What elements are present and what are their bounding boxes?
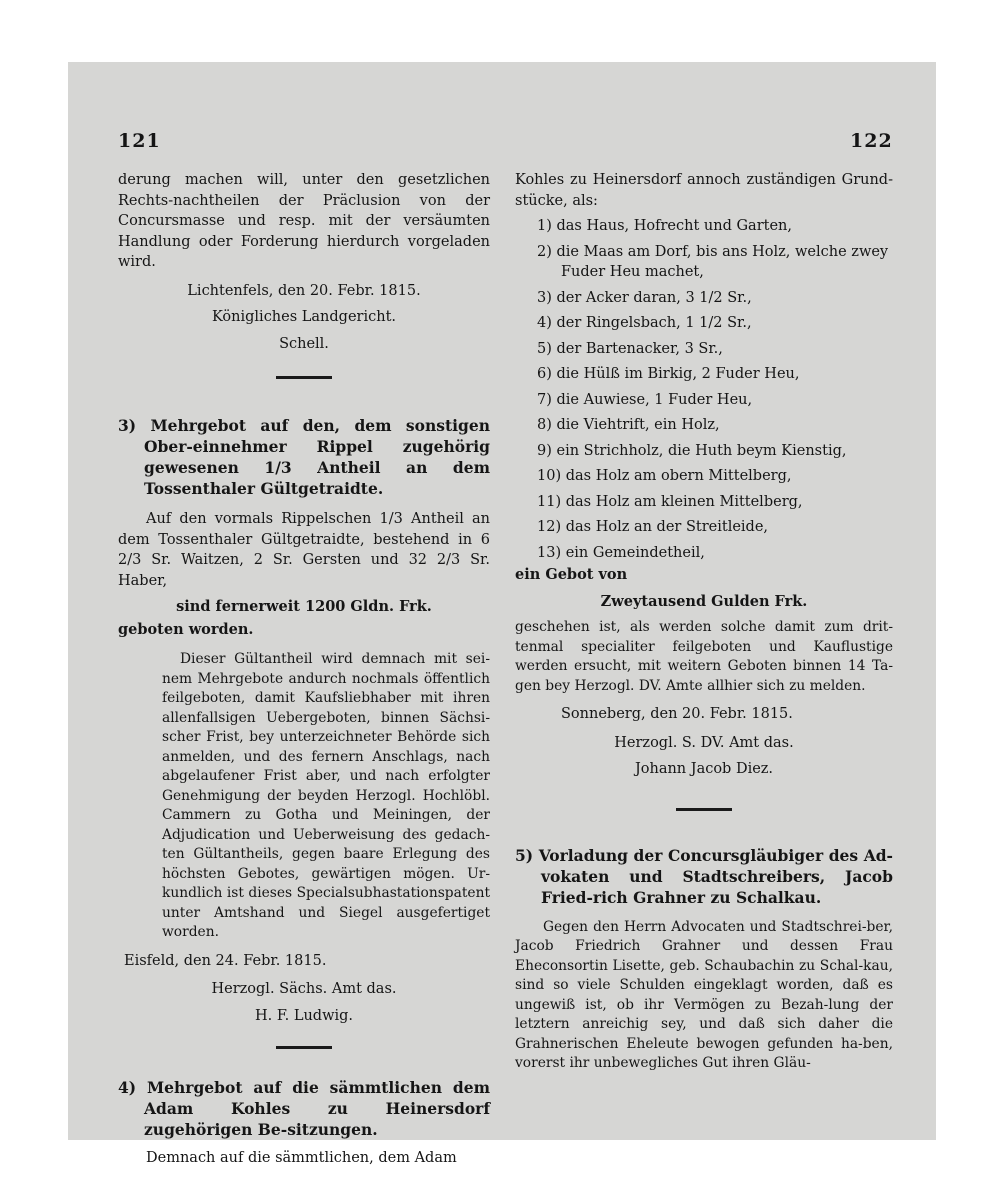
place-date: Sonneberg, den 20. Febr. 1815. bbox=[561, 706, 793, 722]
section-heading: 3) Mehrgebot auf den, dem sonstigen Ober-einnehmer Rippel zugehörig gewesenen 1/3 Antheil an dem Tossenthaler Gültgetraidte. bbox=[118, 416, 490, 498]
place-date: Lichtenfels, den 20. Febr. 1815. bbox=[187, 282, 421, 299]
section-divider bbox=[676, 808, 732, 811]
page-number-right: 122 bbox=[850, 130, 893, 152]
list-item: 12) das Holz an der Streitleide, bbox=[537, 519, 769, 535]
authority: Königliches Landgericht. bbox=[211, 309, 397, 325]
list-item: 3) der Acker daran, 3 1/2 Sr., bbox=[537, 289, 752, 306]
left-column bbox=[118, 170, 490, 1169]
offered-line: geboten worden. bbox=[118, 620, 254, 638]
section-heading: 5) Vorladung der Concursgläubiger des Ad-vokaten und Stadtschreibers, Jacob Fried-rich Grahner zu Schalkau. bbox=[515, 845, 893, 907]
paragraph: Auf den vormals Rippelschen 1/3 Antheil an dem Tossenthaler Gültgetraidte, bestehend in 6 2/3 Sr. Waitzen, 2 Sr. Gersten und 32 2/3 Sr. Haber, bbox=[118, 511, 490, 589]
paragraph: Demnach auf die sämmtlichen, dem Adam bbox=[146, 1150, 457, 1166]
section-divider bbox=[276, 1046, 332, 1049]
right-column bbox=[515, 170, 893, 1074]
place-date: Eisfeld, den 24. Febr. 1815. bbox=[124, 952, 327, 969]
authority: Herzogl. S. DV. Amt das. bbox=[614, 734, 794, 751]
list-item: 4) der Ringelsbach, 1 1/2 Sr., bbox=[537, 315, 752, 331]
section-divider bbox=[276, 376, 332, 379]
section-heading: 4) Mehrgebot auf die sämmtlichen dem Adam Kohles zu Heinersdorf zugehörigen Be-sitzungen. bbox=[118, 1078, 490, 1139]
list-item: 1) das Haus, Hofrecht und Garten, bbox=[537, 218, 792, 234]
list-item: 11) das Holz am kleinen Mittelberg, bbox=[537, 493, 803, 510]
paragraph: Dieser Gültantheil wird demnach mit sei-nem Mehrgebote andurch nochmals öffentlich feilgeboten, damit Kaufsliebhaber mit ihren allenfallsigen Uebergeboten, binnen Sächsi-scher Frist, bey unterzeichneter Behörde sich anmelden, und des fernern Anschlags, nach abgelaufener Frist aber, und nach erfolgter Genehmigung der beyden Herzogl. Hochlöbl. Cammern zu Gotha und Meiningen, der Adjudication und Ueberweisung des gedach-ten Gültantheils, gegen baare Erlegung des höchsten Gebotes, gewärtigen mögen. Ur-kundlich ist dieses Specialsubhastationspatent unter Amtshand und Siegel ausgefertiget worden. bbox=[162, 651, 490, 940]
signature: Schell. bbox=[279, 335, 329, 352]
intro-paragraph: derung machen will, unter den gesetzlichen Rechts-nachtheilen der Präclusion von der Concursmasse und resp. mit der versäumten Handlung oder Forderung hierdurch vorgeladen wird. bbox=[118, 172, 490, 270]
list-item: 8) die Viehtrift, ein Holz, bbox=[537, 417, 720, 433]
property-list bbox=[515, 216, 893, 563]
bid-line: ein Gebot von bbox=[515, 566, 628, 583]
list-item: 9) ein Strichholz, die Huth beym Kienstig, bbox=[537, 442, 847, 459]
list-item: 7) die Auwiese, 1 Fuder Heu, bbox=[537, 391, 753, 408]
paragraph: Kohles zu Heinersdorf annoch zuständigen Grund-stücke, als: bbox=[515, 172, 893, 209]
list-item: 5) der Bartenacker, 3 Sr., bbox=[537, 340, 723, 357]
list-item: 10) das Holz am obern Mittelberg, bbox=[537, 468, 792, 484]
bid-amount: Zweytausend Gulden Frk. bbox=[600, 592, 808, 610]
paragraph: Gegen den Herrn Advocaten und Stadtschrei-ber, Jacob Friedrich Grahner und dessen Frau Eheconsortin Lisette, geb. Schaubachin zu Schal-kau, sind so viele Schulden eingeklagt worden, daß es ungewiß ist, ob ihr Vermögen zu Bezah-lung der letztern anreichig sey, und daß sich daher die Grahnerischen Eheleute bewogen gefunden ha-ben, vorerst ihr unbewegliches Gut ihren Gläu- bbox=[515, 918, 893, 1071]
page-number-left: 121 bbox=[118, 130, 161, 152]
list-item: 2) die Maas am Dorf, bis ans Holz, welche zwey Fuder Heu machet, bbox=[537, 243, 889, 280]
authority: Herzogl. Sächs. Amt das. bbox=[211, 981, 397, 997]
signature: H. F. Ludwig. bbox=[254, 1007, 354, 1024]
signature: Johann Jacob Diez. bbox=[634, 761, 774, 777]
offer-amount: sind fernerweit 1200 Gldn. Frk. bbox=[176, 598, 432, 615]
paragraph: geschehen ist, als werden solche damit zum drit-tenmal specialiter feilgeboten und Kauflustige werden ersucht, mit weitern Geboten binnen 14 Ta-gen bey Herzogl. DV. Amte allhier sich zu melden. bbox=[515, 619, 893, 694]
list-item: 13) ein Gemeindetheil, bbox=[537, 544, 705, 561]
list-item: 6) die Hülß im Birkig, 2 Fuder Heu, bbox=[537, 366, 800, 382]
